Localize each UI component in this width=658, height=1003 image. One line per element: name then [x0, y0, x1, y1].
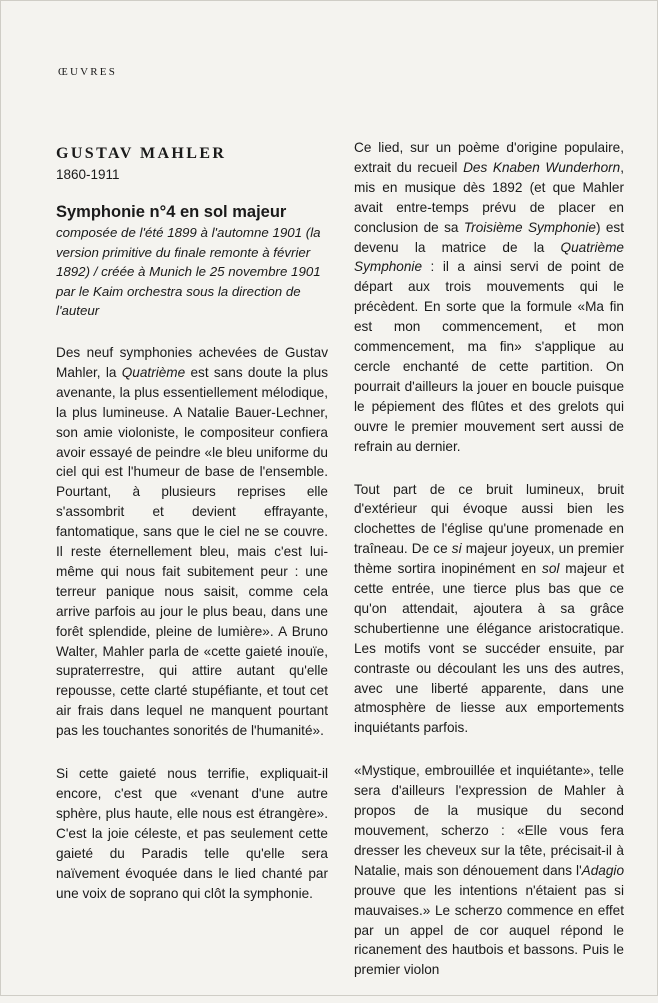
text-run: Des neuf symphonies achevées de Gustav Mahler, la	[56, 344, 328, 380]
work-details: composée de l'été 1899 à l'automne 1901 (la version primitive du finale remonte à février 1892) / créée à Munich le 25 novembre 1901 par le Kaim orchestra sous la direction de l'auteur	[56, 225, 321, 319]
composer-name: GUSTAV MAHLER	[56, 145, 227, 162]
italic-run: si	[451, 541, 462, 557]
composer-dates: 1860-1911	[56, 167, 120, 182]
italic-run: Troisième Symphonie	[463, 219, 596, 235]
right-column	[354, 138, 624, 1003]
paragraph-right-1	[354, 138, 624, 457]
paragraph-left-2: Si cette gaieté nous terrifie, expliquait-il encore, c'est que «venant d'une autre sphère, plus haute, elle nous est étrangère». C'est la joie céleste, et pas seulement cette gaieté du Paradis telle qu'elle sera naïvement évoquée dans le lied chanté par une voix de soprano qui clôt la symphonie.	[56, 766, 328, 901]
text-run: Tout part de ce bruit lumineux, bruit d'extérieur qui évoque aussi bien les clochettes de l'église qu'une promenade en traîneau. De ce	[354, 481, 624, 557]
italic-run: Quatrième Symphonie	[354, 239, 624, 275]
left-column	[56, 138, 328, 926]
text-run: Ce lied, sur un poème d'origine populaire, extrait du recueil	[354, 140, 624, 175]
italic-run: Quatrième	[121, 364, 186, 380]
section-header: ŒUVRES	[58, 66, 118, 78]
italic-run: Des Knaben Wunderhorn	[463, 159, 621, 175]
text-run: est sans doute la plus avenante, la plus essentiellement mélodique, la plus lumineuse. A Natalie Bauer-Lechner, son amie violoniste, le compositeur confiera avoir essayé de peindre «le bleu uniforme du ciel qui est l'humeur de base de l'ensemble. Pourtant, à plusieurs reprises elle s'assombrit et devient effrayante, fantomatique, sans que le ciel ne se couvre. Il reste éternellement bleu, mais c'est lui-même qui nous fait subitement peur : une terreur panique nous saisit, comme cela arrive parfois au jour le plus beau, dans une forêt splendide, pleine de lumière». A Bruno Walter, Mahler parla de «cette gaieté inouïe, supraterrestre, qui attire autant qu'elle repousse, cette clarté stupéfiante, et tout cet air frais dans lequel ne manquent pourtant pas les touchantes sonorités de l'humanité».	[56, 364, 328, 739]
work-title: Symphonie n°4 en sol majeur	[56, 203, 287, 221]
paragraph-right-2	[354, 480, 624, 739]
text-run: , mis en musique dès 1892 (et que Mahler avait entre-temps prévu de placer en conclusion de sa	[354, 159, 624, 235]
text-run: majeur joyeux, un premier thème sortira inopinément en	[354, 541, 624, 577]
paragraph-right-3	[354, 761, 624, 980]
paragraph-left-1	[56, 343, 328, 741]
text-run: majeur et cette entrée, une tierce plus bas que ce qu'on attendait, ajoutera à sa grâce schubertienne une élégance aristocratique. Les motifs vont se succéder ensuite, par contraste ou découlant les uns des autres, avec une liberté apparente, dans une atmosphère de liesse aux emportements inquiétants parfois.	[354, 561, 624, 736]
text-run: ) est devenu la matrice de la	[354, 219, 625, 255]
text-run: «Mystique, embrouillée et inquiétante», telle sera d'ailleurs l'expression de Mahler à propos de la musique du second mouvement, scherzo : «Elle vous fera dresser les cheveux sur la tête, précisait-il à Natalie, mais son dénouement dans l'	[354, 763, 624, 878]
italic-run: Adagio	[581, 862, 624, 878]
text-run: prouve que les intentions n'étaient pas si mauvaises.» Le scherzo commence en effet par un appel de cor auquel répond le ricanement des hautbois et bassons. Puis le premier violon	[354, 882, 624, 978]
text-run: : il a ainsi servi de point de départ aux trois mouvements qui le précèdent. En sorte que la formule «Ma fin est mon commencement, et mon commencement, ma fin» s'applique au cercle enchanté de cette partition. On pourrait d'ailleurs la jouer en boucle puisque le pépiement des flûtes et des grelots qui ouvre le premier mouvement sert aussi de refrain au dernier.	[354, 259, 624, 454]
italic-run: sol	[542, 561, 560, 577]
